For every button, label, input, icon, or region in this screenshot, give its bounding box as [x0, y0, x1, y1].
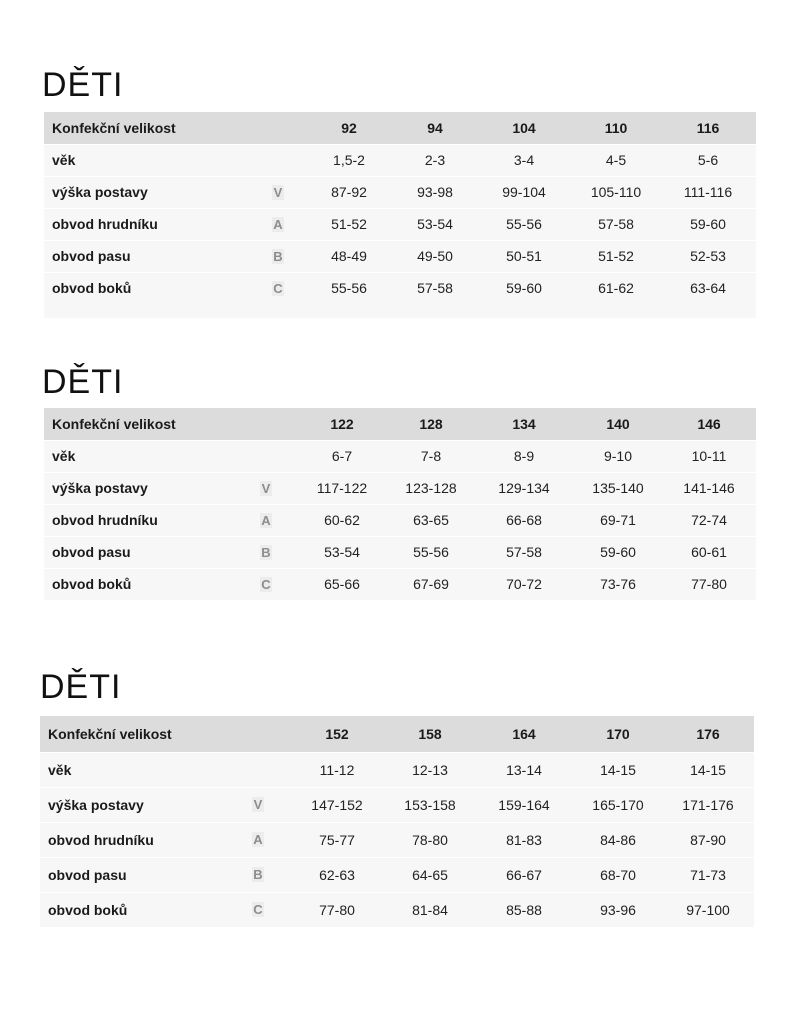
table-cell: 63-65	[388, 504, 474, 536]
row-label: výška postavy	[40, 787, 252, 822]
table-cell: 66-67	[474, 857, 574, 892]
table-row	[40, 787, 754, 822]
table-row	[44, 144, 756, 176]
table-cell: 64-65	[386, 857, 474, 892]
size-header: 116	[696, 119, 720, 136]
size-header: 152	[325, 725, 349, 742]
table-cell: 93-96	[574, 892, 662, 927]
measure-code: A	[252, 822, 288, 857]
measure-code: C	[260, 568, 296, 600]
table-cell: 67-69	[388, 568, 474, 600]
size-header: 146	[697, 415, 721, 432]
table-cell: 153-158	[386, 787, 474, 822]
table-cell: 73-76	[574, 568, 662, 600]
row-label: výška postavy	[44, 472, 260, 504]
table-cell: 6-7	[296, 440, 388, 472]
table-cell: 165-170	[574, 787, 662, 822]
size-header: 176	[696, 725, 720, 742]
size-header: 122	[330, 415, 354, 432]
table-cell: 75-77	[288, 822, 386, 857]
table-cell: 48-49	[304, 240, 394, 272]
measure-code: B	[260, 536, 296, 568]
table-row	[44, 272, 756, 304]
table-cell: 99-104	[476, 176, 572, 208]
table-header-row	[40, 716, 754, 752]
table-cell: 14-15	[574, 752, 662, 787]
table-cell: 3-4	[476, 144, 572, 176]
table-cell: 10-11	[662, 440, 756, 472]
table-cell: 60-62	[296, 504, 388, 536]
table-cell: 55-56	[388, 536, 474, 568]
row-label: věk	[44, 440, 260, 472]
section-title: DĚTI	[42, 363, 124, 401]
table-cell: 129-134	[474, 472, 574, 504]
table-row	[44, 472, 756, 504]
table-cell: 117-122	[296, 472, 388, 504]
table-cell: 66-68	[474, 504, 574, 536]
row-label: obvod hrudníku	[40, 822, 252, 857]
table-cell: 147-152	[288, 787, 386, 822]
table-cell: 59-60	[574, 536, 662, 568]
table-cell: 8-9	[474, 440, 574, 472]
table-cell: 81-83	[474, 822, 574, 857]
table-cell: 123-128	[388, 472, 474, 504]
table-cell: 77-80	[288, 892, 386, 927]
measure-code	[252, 752, 288, 787]
table-cell: 51-52	[572, 240, 660, 272]
table-cell: 11-12	[288, 752, 386, 787]
table-cell: 55-56	[476, 208, 572, 240]
section-title: DĚTI	[40, 668, 122, 706]
table-header-row	[44, 408, 756, 440]
table-cell: 61-62	[572, 272, 660, 304]
table-cell: 68-70	[574, 857, 662, 892]
section-title: DĚTI	[42, 66, 124, 104]
table-cell: 1,5-2	[304, 144, 394, 176]
measure-code: V	[272, 176, 304, 208]
table-cell: 57-58	[394, 272, 476, 304]
table-row	[40, 752, 754, 787]
header-code-cell	[260, 408, 296, 440]
table-cell: 55-56	[304, 272, 394, 304]
table-cell: 9-10	[574, 440, 662, 472]
table-cell: 59-60	[660, 208, 756, 240]
table-cell: 78-80	[386, 822, 474, 857]
table-cell: 7-8	[388, 440, 474, 472]
row-label: obvod pasu	[40, 857, 252, 892]
header-label: Konfekční velikost	[52, 415, 176, 432]
measure-code: C	[272, 272, 304, 304]
header-label: Konfekční velikost	[48, 725, 172, 742]
table-cell: 57-58	[572, 208, 660, 240]
size-header: 164	[512, 725, 536, 742]
size-header: 110	[604, 119, 628, 136]
size-header: 134	[512, 415, 536, 432]
table-cell: 63-64	[660, 272, 756, 304]
table-cell: 52-53	[660, 240, 756, 272]
header-code-cell	[272, 112, 304, 144]
size-header: 128	[419, 415, 443, 432]
table-cell: 5-6	[660, 144, 756, 176]
measure-code	[272, 144, 304, 176]
table-cell: 57-58	[474, 536, 574, 568]
table-padding-row	[44, 304, 756, 318]
table-cell: 93-98	[394, 176, 476, 208]
table-row	[40, 857, 754, 892]
table-cell: 97-100	[662, 892, 754, 927]
table-cell: 62-63	[288, 857, 386, 892]
table-cell: 77-80	[662, 568, 756, 600]
size-header: 92	[341, 119, 357, 136]
table-header-row	[44, 112, 756, 144]
table-row	[44, 240, 756, 272]
table-cell: 14-15	[662, 752, 754, 787]
table-cell: 70-72	[474, 568, 574, 600]
table-cell: 13-14	[474, 752, 574, 787]
measure-code: B	[272, 240, 304, 272]
row-label: věk	[44, 144, 272, 176]
table-cell: 87-90	[662, 822, 754, 857]
table-cell: 171-176	[662, 787, 754, 822]
table-cell: 4-5	[572, 144, 660, 176]
table-cell: 50-51	[476, 240, 572, 272]
size-table	[44, 408, 756, 600]
measure-code: A	[260, 504, 296, 536]
measure-code: B	[252, 857, 288, 892]
table-cell: 51-52	[304, 208, 394, 240]
table-cell: 111-116	[660, 176, 756, 208]
table-row	[44, 208, 756, 240]
row-label: věk	[40, 752, 252, 787]
measure-code: A	[272, 208, 304, 240]
table-row	[44, 536, 756, 568]
row-label: obvod pasu	[44, 240, 272, 272]
row-label: obvod hrudníku	[44, 504, 260, 536]
table-cell: 60-61	[662, 536, 756, 568]
row-label: obvod boků	[44, 568, 260, 600]
table-cell: 87-92	[304, 176, 394, 208]
row-label: výška postavy	[44, 176, 272, 208]
measure-code	[260, 440, 296, 472]
table-cell: 71-73	[662, 857, 754, 892]
table-cell: 49-50	[394, 240, 476, 272]
row-label: obvod boků	[40, 892, 252, 927]
header-code-cell	[252, 716, 288, 752]
measure-code: V	[252, 787, 288, 822]
size-header: 158	[418, 725, 442, 742]
table-row	[44, 568, 756, 600]
size-header: 140	[606, 415, 630, 432]
table-cell: 65-66	[296, 568, 388, 600]
size-table	[44, 112, 756, 318]
size-table	[40, 716, 754, 927]
row-label: obvod hrudníku	[44, 208, 272, 240]
table-row	[44, 440, 756, 472]
table-cell: 135-140	[574, 472, 662, 504]
row-label: obvod boků	[44, 272, 272, 304]
table-cell: 72-74	[662, 504, 756, 536]
row-label: obvod pasu	[44, 536, 260, 568]
measure-code: C	[252, 892, 288, 927]
table-cell: 141-146	[662, 472, 756, 504]
table-cell: 159-164	[474, 787, 574, 822]
table-cell: 53-54	[296, 536, 388, 568]
table-row	[40, 822, 754, 857]
table-cell: 69-71	[574, 504, 662, 536]
table-row	[44, 176, 756, 208]
table-cell: 2-3	[394, 144, 476, 176]
table-cell: 53-54	[394, 208, 476, 240]
table-cell: 59-60	[476, 272, 572, 304]
table-cell: 85-88	[474, 892, 574, 927]
size-header: 104	[512, 119, 536, 136]
table-cell: 84-86	[574, 822, 662, 857]
measure-code: V	[260, 472, 296, 504]
table-cell: 12-13	[386, 752, 474, 787]
table-cell: 81-84	[386, 892, 474, 927]
table-cell: 105-110	[572, 176, 660, 208]
table-row	[44, 504, 756, 536]
size-header: 170	[606, 725, 630, 742]
header-label: Konfekční velikost	[52, 119, 176, 136]
size-header: 94	[427, 119, 443, 136]
table-row	[40, 892, 754, 927]
